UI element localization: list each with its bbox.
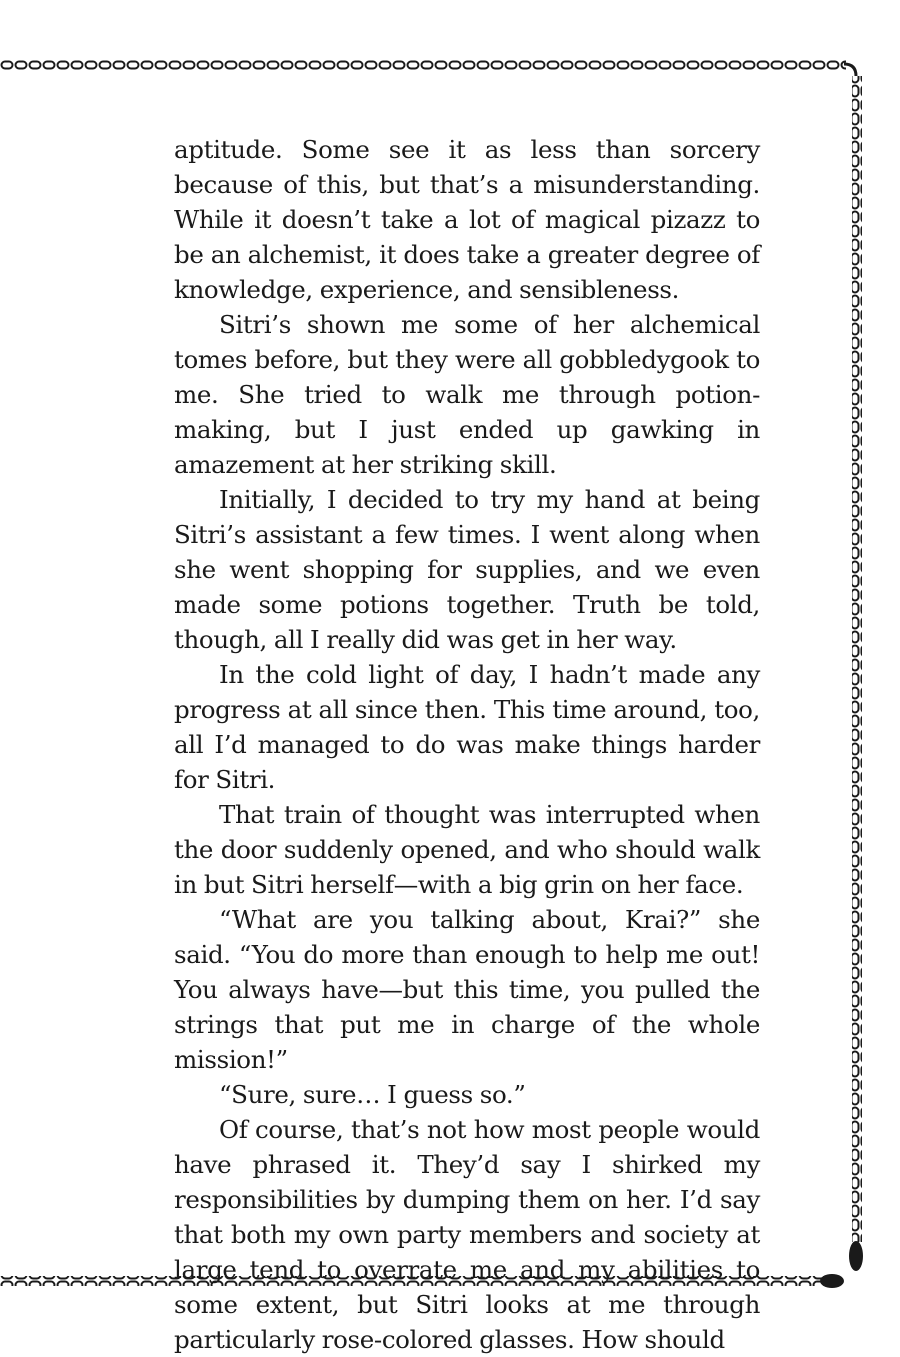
paragraph: In the cold light of day, I hadn’t made any progress at all since then. This time around, too, all I’d managed to do was make things harder for Sitri. [174,660,760,794]
paragraph: “Sure, sure… I guess so.” [219,1080,526,1109]
paragraph: Sitri’s shown me some of her alchemical tomes before, but they were all gobbledygook to me. She tried to walk me through potion-making, but I just ended up gawking in amazement at her striking skill. [174,310,760,479]
paragraph: Of course, that’s not how most people would have phrased it. They’d say I shirked my responsibilities by dumping them on her. I’d say that both my own party members and society at large tend to overrate me and my abilities to some extent, but Sitri looks at me through particularly rose-colored glasses. How should [174,1115,760,1354]
paragraph: Initially, I decided to try my hand at being Sitri’s assistant a few times. I went along when she went shopping for supplies, and we even made some potions together. Truth be told, though, all I really did was get in her way. [174,485,760,654]
right-chain-end-bead [849,1241,863,1271]
top-chain [0,60,846,70]
bottom-chain-end-bead [820,1274,844,1288]
paragraph: aptitude. Some see it as less than sorcery because of this, but that’s a misunderstanding. While it doesn’t take a lot of magical pizazz to be an alchemist, it does take a greater degree of knowledge, experience, and sensibleness. [174,135,760,304]
paragraph: “What are you talking about, Krai?” she said. “You do more than enough to help me out! You always have—but this time, you pulled the strings that put me in charge of the whole mission!” [174,905,760,1074]
right-chain [852,76,862,1242]
body-text [174,132,760,1357]
paragraph: That train of thought was interrupted when the door suddenly opened, and who should walk in but Sitri herself—with a big grin on her face. [174,800,760,899]
